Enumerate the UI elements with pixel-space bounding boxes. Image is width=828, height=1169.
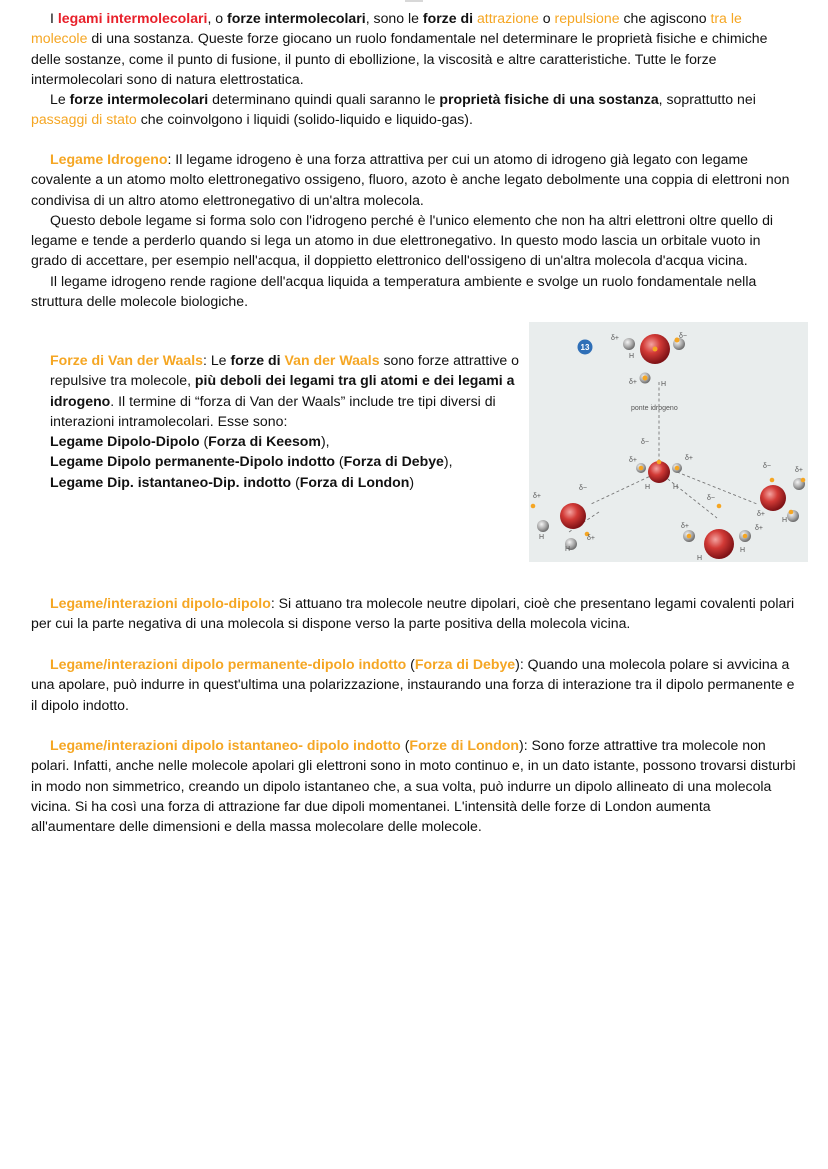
intro-section (31, 8, 797, 130)
ponte-idrogeno-label: ponte idrogeno (631, 405, 678, 412)
charge-dot (717, 504, 722, 509)
delta-plus-label: δ+ (685, 455, 693, 462)
delta-plus-label: δ+ (629, 457, 637, 464)
hydrogen-label: H (661, 381, 667, 388)
hydrogen-label: H (645, 484, 651, 491)
delta-minus-label: δ− (707, 495, 715, 502)
delta-plus-label: δ+ (587, 535, 595, 542)
delta-minus-label: δ− (641, 439, 649, 446)
delta-plus-label: δ+ (795, 467, 803, 474)
debye-section (31, 654, 797, 715)
dipolo-dipolo-paragraph: Legame/interazioni dipolo-dipolo: Si attuano tra molecole neutre dipolari, cioè che presentano legami covalenti polari per cui la parte negativa di una molecola si dispone verso la parte positiva della molecola vicina. (31, 595, 795, 632)
oxygen-atom (560, 503, 586, 529)
charge-dot (531, 504, 536, 509)
term-passaggi-di-stato: passaggi di stato (31, 111, 137, 128)
delta-minus-label: δ− (579, 485, 587, 492)
charge-dot (643, 376, 648, 381)
oxygen-atom (704, 529, 734, 559)
water-molecules-illustration (529, 322, 808, 562)
debye-paragraph: Legame/interazioni dipolo permanente-dipolo indotto (Forza di Debye): Quando una molecola polare si avvicina a una apolare, può indurre in quest'ultima una polarizzazione, instaurando una forza di interazione tra il dipolo permanente e il dipolo indotto. (31, 656, 795, 713)
charge-dot (675, 466, 680, 471)
vdw-list-item: Legame Dip. istantaneo-Dip. indotto (Forza di London) (50, 473, 415, 490)
page-top-mark (405, 0, 423, 2)
hydrogen-bond-section (31, 149, 797, 311)
delta-plus-label: δ+ (611, 335, 619, 342)
london-title: Legame/interazioni dipolo istantaneo- dipolo indotto (50, 737, 401, 753)
van-der-waals-title: Forze di Van der Waals (50, 352, 203, 368)
hydrogen-paragraph-3: Il legame idrogeno rende ragione dell'acqua liquida a temperatura ambiente e svolge un ruolo fondamentale nella struttura delle molecole biologiche. (31, 272, 757, 310)
hydrogen-label: H (539, 534, 545, 541)
intro-paragraph-1: I legami intermolecolari, o forze intermolecolari, sono le forze di attrazione o repulsione che agiscono tra le molecole di una sostanza. Queste forze giocano un ruolo fondamentale nel determinare le proprietà fisiche e chimiche delle sostanze, come il punto di fusione, il punto di ebollizione, la viscosità e altre caratteristiche. Tutte le forze intermolecolari sono di natura elettrostatica. (31, 10, 768, 87)
term-forze-intermolecolari: forze intermolecolari (227, 10, 366, 26)
delta-minus-label: δ− (763, 463, 771, 470)
intro-paragraph-2: Le forze intermolecolari determinano quindi quali saranno le proprietà fisiche di una sostanza, soprattutto nei passaggi di stato che coinvolgono i liquidi (solido-liquido e liquido-gas). (31, 91, 756, 128)
delta-plus-label: δ+ (533, 493, 541, 500)
figure-number-text: 13 (580, 343, 590, 352)
charge-dot (639, 466, 644, 471)
delta-plus-label: δ+ (681, 523, 689, 530)
hydrogen-label: H (629, 353, 635, 360)
hydrogen-label: H (740, 547, 746, 554)
dipolo-dipolo-title: Legame/interazioni dipolo-dipolo (50, 595, 271, 611)
term-tra-le-molecole: tra le molecole (31, 10, 742, 47)
delta-minus-label: δ− (679, 333, 687, 340)
delta-plus-label: δ+ (755, 525, 763, 532)
charge-dot (687, 534, 692, 539)
term-attrazione: attrazione (476, 10, 539, 26)
vdw-list-item: Legame Dipolo permanente-Dipolo indotto (Forza di Debye), (50, 453, 453, 470)
vdw-list-item: Legame Dipolo-Dipolo (Forza di Keesom), (50, 433, 330, 450)
charge-dot (789, 510, 794, 515)
oxygen-atom (760, 485, 786, 511)
hydrogen-label: H (697, 555, 703, 562)
term-proprieta-fisiche: proprietà fisiche di una sostanza (439, 91, 659, 108)
hydrogen-bond-title: Legame Idrogeno (50, 151, 168, 167)
delta-plus-label: δ+ (757, 511, 765, 518)
water-hydrogen-bond-figure (529, 322, 808, 562)
dipolo-dipolo-section (31, 593, 797, 634)
term-legami-intermolecolari: legami intermolecolari (57, 10, 208, 26)
hydrogen-atom (623, 338, 635, 350)
hydrogen-atom (537, 520, 549, 532)
london-paragraph: Legame/interazioni dipolo istantaneo- dipolo indotto (Forze di London): Sono forze attrattive tra molecole non polari. Infatti, anche nelle molecole apolari gli elettroni sono in moto continuo e, in un dato istante, possono trovarsi disturbi in modo non simmetrico, creando un dipolo istantaneo che, a sua volta, può indurre un dipolo allineato di una molecola vicina. Si ha così una forza di attrazione far due dipoli momentanei. L'intensità delle forze di London aumenta all'aumentare delle dimensioni e della massa molecolare delle molecole. (31, 737, 796, 835)
delta-plus-label: δ+ (629, 379, 637, 386)
charge-dot (653, 347, 658, 352)
hydrogen-label: H (565, 546, 571, 553)
charge-dot (801, 478, 806, 483)
van-der-waals-paragraph: Forze di Van der Waals: Le forze di Van der Waals sono forze attrattive o repulsive tra molecole, più deboli dei legami tra gli atomi e dei legami a idrogeno. Il termine di “forza di Van der Waals” include tre tipi diversi di interazioni intramolecolari. Esse sono: (50, 352, 519, 429)
term-repulsione: repulsione (554, 10, 620, 26)
hydrogen-label: H (782, 517, 788, 524)
charge-dot (770, 478, 775, 483)
london-section (31, 735, 797, 836)
hydrogen-label: H (673, 484, 679, 491)
hydrogen-paragraph-2: Questo debole legame si forma solo con l'idrogeno perché è l'unico elemento che non ha altri elettroni oltre quello di legame e tende a perderlo quando si lega un atomo in due elettronegativo. In questo modo lascia un orbitale vuoto in grado di accettare, per esempio nell'acqua, il doppietto elettronico dell'ossigeno di un'altra molecola d'acqua vicina. (31, 211, 774, 269)
charge-dot (743, 534, 748, 539)
hydrogen-paragraph-1: Legame Idrogeno: Il legame idrogeno è una forza attrattiva per cui un atomo di idrogeno già legato con legame covalente a un atomo molto elettronegativo ossigeno, fluoro, azoto è anche legato debolmente una coppia di elettroni non condivisa di un altro atomo elettronegativo di un'altra molecola. (31, 151, 790, 208)
debye-title: Legame/interazioni dipolo permanente-dipolo indotto (50, 656, 407, 672)
charge-dot (657, 460, 662, 465)
van-der-waals-section (50, 350, 530, 492)
